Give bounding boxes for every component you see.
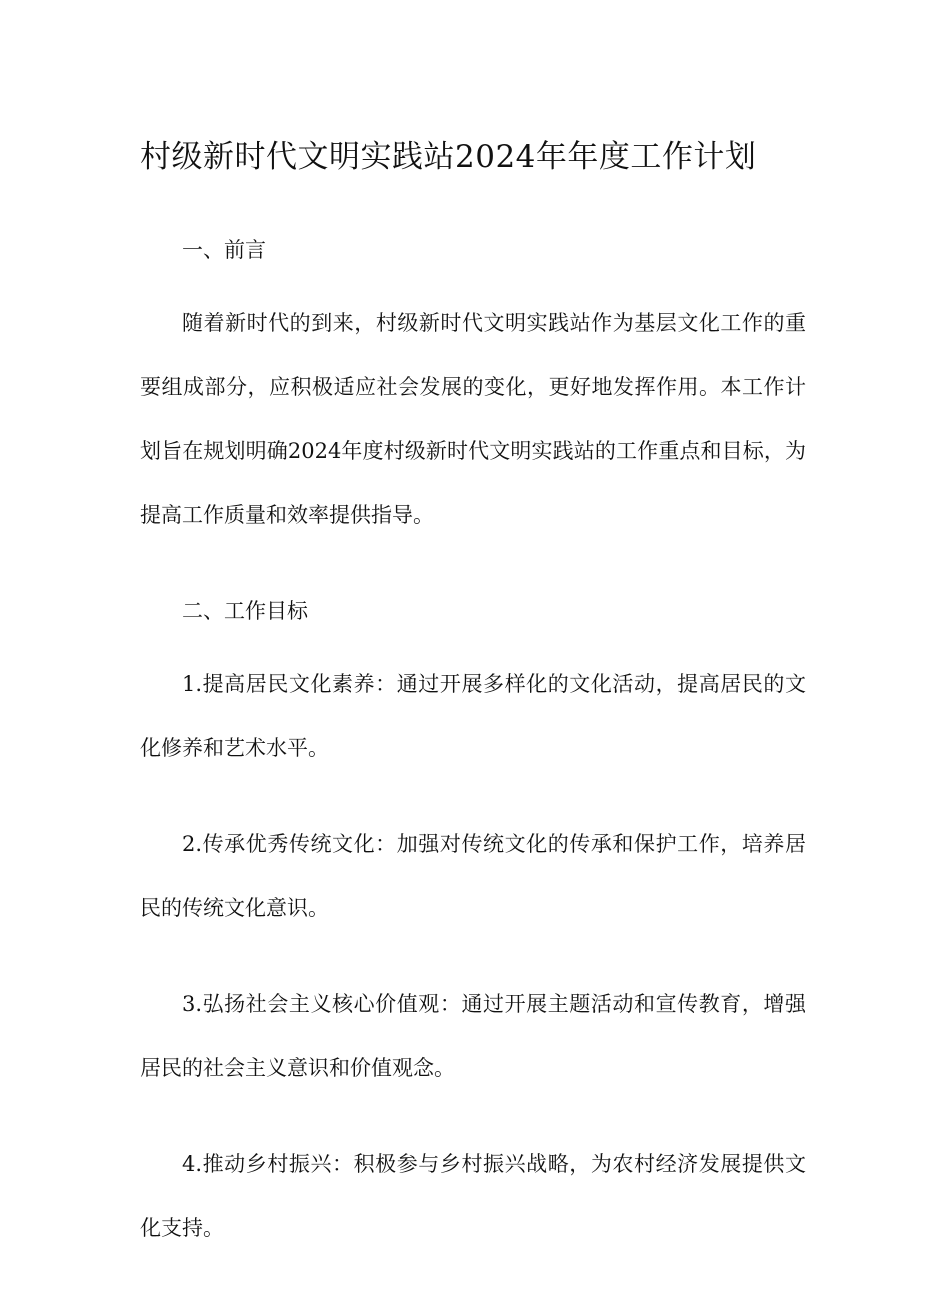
goal-item: 2.传承优秀传统文化：加强对传统文化的传承和保护工作，培养居民的传统文化意识。 [140,832,806,920]
section-heading: 一、前言 [182,238,266,262]
section-preface [140,218,806,547]
document-title: 村级新时代文明实践站2024年年度工作计划 [140,139,757,175]
goal-item: 3.弘扬社会主义核心价值观：通过开展主题活动和宣传教育，增强居民的社会主义意识和价值观念。 [140,992,806,1080]
section-paragraph: 随着新时代的到来，村级新时代文明实践站作为基层文化工作的重要组成部分，应积极适应社会发展的变化，更好地发挥作用。本工作计划旨在规划明确2024年度村级新时代文明实践站的工作重点和目标，为提高工作质量和效率提供指导。 [140,311,806,527]
goal-item: 1.提高居民文化素养：通过开展多样化的文化活动，提高居民的文化修养和艺术水平。 [140,672,806,760]
section-goals [140,579,806,1260]
goal-item: 4.推动乡村振兴：积极参与乡村振兴战略，为农村经济发展提供文化支持。 [140,1152,806,1240]
section-heading: 二、工作目标 [182,599,308,623]
document-body [140,218,806,1292]
